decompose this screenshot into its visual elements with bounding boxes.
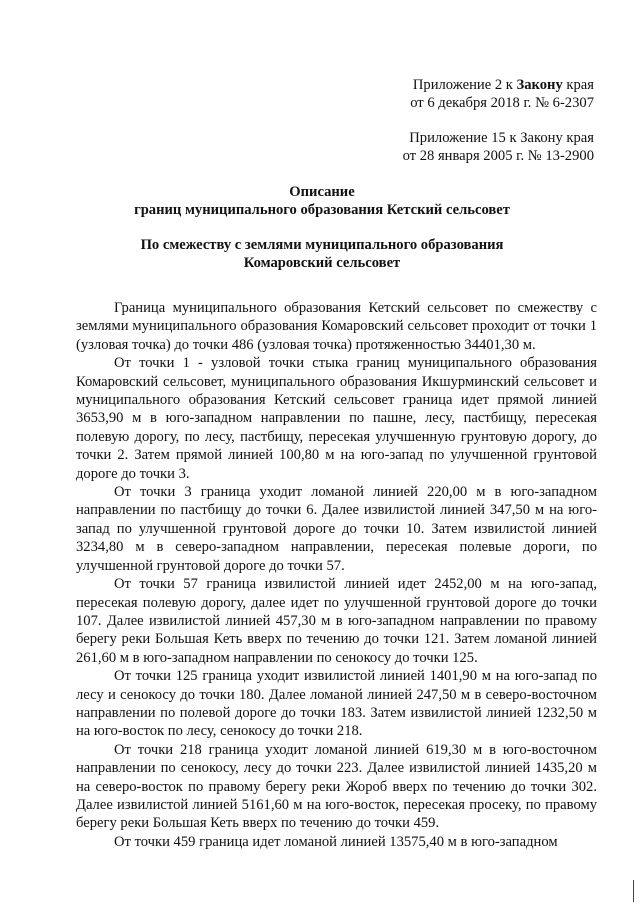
appendix-original-line2: от 28 января 2005 г. № 13-2900: [402, 148, 594, 165]
body-text: [76, 299, 597, 851]
section-heading: [72, 236, 572, 273]
paragraph: От точки 57 граница извилистой линией идет 2452,00 м на юго-запад, пересекая полевую дорогу, далее идет по улучшенной грунтовой дороге до точки 107. Далее извилистой линией 457,30 м в юго-западном направлении по правому берегу реки Большая Кеть вверх по течению до точки 121. Затем ломаной линией 261,60 м в юго-западном направлении по сенокосу до точки 125.: [76, 576, 597, 666]
paragraph: Граница муниципального образования Кетский сельсовет по смежеству с землями муниципального образования Комаровский сельсовет проходит от точки 1 (узловая точка) до точки 486 (узловая точка) протяженностью 34401,30 м.: [76, 300, 597, 353]
law-word: Закону: [516, 77, 563, 93]
scan-edge-mark: [633, 880, 634, 902]
subtitle-line2: Комаровский сельсовет: [243, 255, 401, 272]
paragraph: От точки 125 граница уходит извилистой линией 1401,90 м на юго-запад по лесу и сенокосу до точки 180. Далее ломаной линией 247,50 м в северо-восточном направлении по полевой дороге до точки 183. Затем извилистой линией 1232,50 м на юго-восток по лесу, сенокосу до точки 218.: [76, 668, 597, 740]
appendix-original-line1: Приложение 15 к Закону края: [409, 130, 594, 146]
title-line1: Описание: [289, 184, 355, 200]
paragraph-continued: От точки 459 граница идет ломаной линией 13575,40 м в юго-западном: [114, 833, 558, 850]
paragraph: От точки 218 граница уходит ломаной линией 619,30 м в юго-восточном направлении по сенокосу, лесу до точки 223. Далее извилистой линией 1435,20 м на северо-восток по правому берегу реки Жороб вверх по течению до точки 302. Далее извилистой линией 5161,60 м на юго-восток, пересекая просеку, по правому берегу реки Большая Кеть вверх по течению до точки 459.: [76, 741, 597, 832]
appendix-current-block: [410, 76, 594, 113]
subtitle-line1: По смежеству с землями муниципального образования: [140, 237, 504, 253]
paragraph: От точки 3 граница уходит ломаной линией 220,00 м в юго-западном направлении по пастбищу до точки 6. Далее извилистой линией 347,50 м на юго-запад по улучшенной грунтовой дороге до точки 10. Затем извилистой линией 3234,80 м в северо-западном направлении, пересекая полевые дороги, по улучшенной грунтовой дороге до точки 57.: [76, 484, 597, 574]
title-line2: границ муниципального образования Кетский сельсовет: [134, 202, 510, 219]
appendix-current-line2: от 6 декабря 2018 г. № 6-2307: [410, 95, 594, 112]
appendix-current-line1: Приложение 2 к Закону края: [412, 77, 594, 93]
paragraph: От точки 1 - узловой точки стыка границ муниципального образования Комаровский сельсовет, муниципального образования Икшурминский сельсовет и муниципального образования Кетский сельсовет граница идет прямой линией 3653,90 м в юго-западном направлении по пашне, лесу, пастбищу, пересекая полевую дорогу, по лесу, пастбищу, пересекая улучшенную грунтовую дорогу, до точки 2. Затем прямой линией 100,80 м на юго-запад по улучшенной грунтовой дороге до точки 3.: [76, 355, 597, 482]
document-title: [72, 183, 572, 220]
appendix-original-block: [403, 129, 594, 166]
